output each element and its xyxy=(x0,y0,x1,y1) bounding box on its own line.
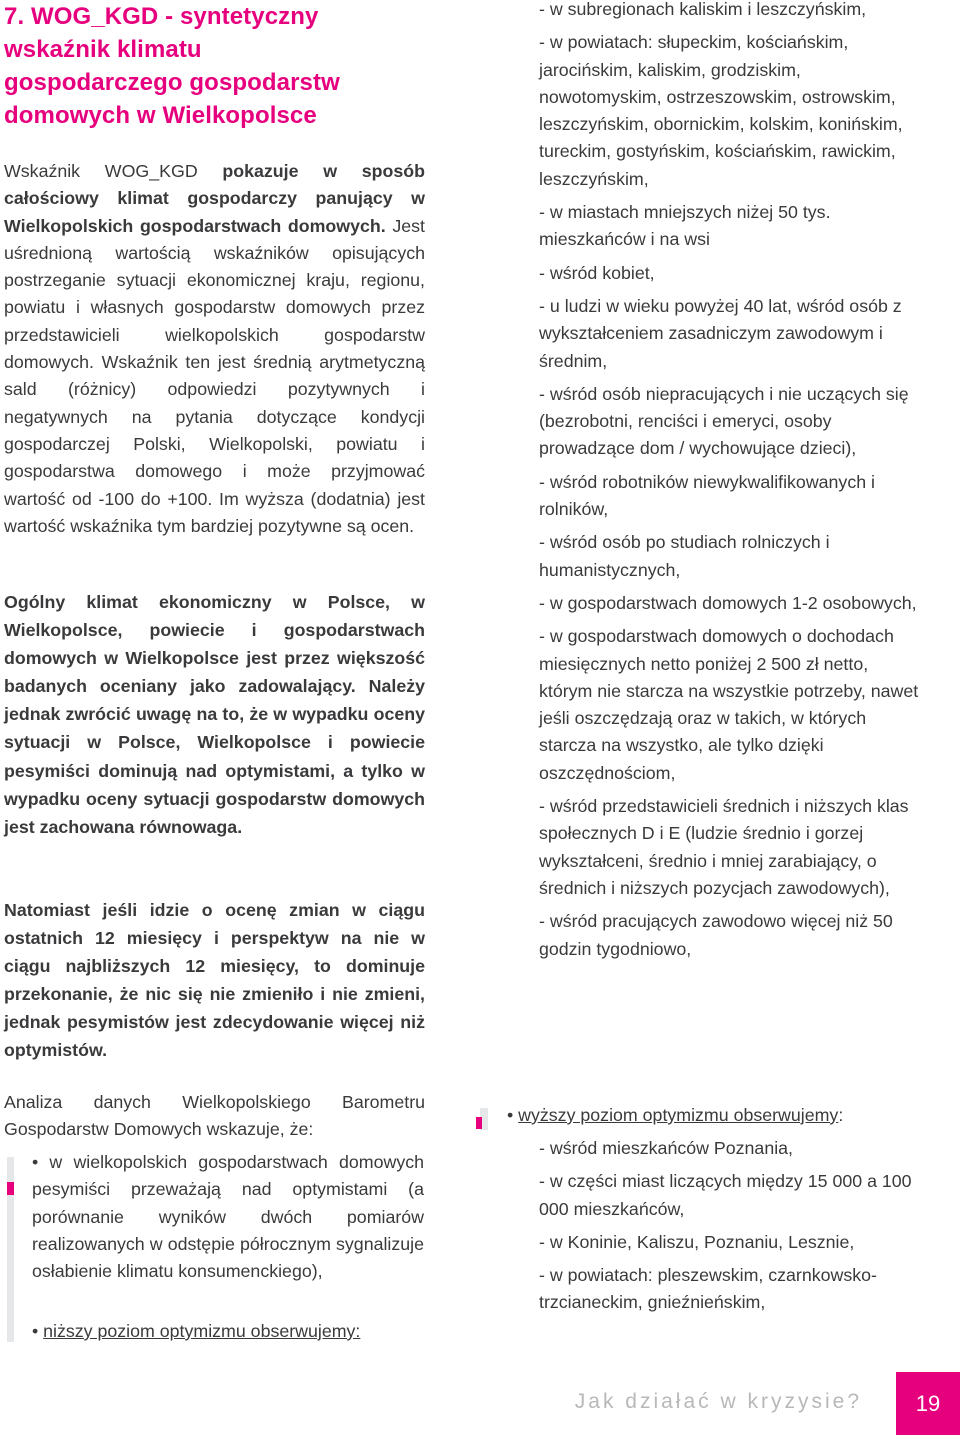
title-line: gospodarczego gospodarstw xyxy=(4,69,340,96)
list-item: - w części miast liczących między 15 000 a 100 000 mieszkańców, xyxy=(539,1171,912,1219)
bullet-higher-optimism-tail: : xyxy=(838,1105,844,1125)
title-line: domowych w Wielkopolsce xyxy=(4,102,317,129)
side-bar-accent xyxy=(7,1182,14,1195)
list-item: - wśród robotników niewykwalifikowanych i rolników, xyxy=(539,471,875,520)
page-number-box xyxy=(896,1372,960,1435)
intro-paragraph xyxy=(4,158,425,540)
right-bar-accent xyxy=(476,1117,482,1129)
title-line: 7. WOG_KGD - syntetyczny xyxy=(4,3,319,30)
bullet-higher-optimism xyxy=(507,1102,927,1129)
bullet-marker: • xyxy=(507,1105,519,1125)
list-item: - w gospodarstwach domowych o dochodach miesięcznych netto poniżej 2 500 zł netto, którym nie starcza na wszystkie potrzeby, nawet jeśli oszczędzają oraz w takich, w których starcza na wszystko, ale tylko dzięki oszczędnościom, xyxy=(539,626,919,783)
list-item: - wśród mieszkańców Poznania, xyxy=(539,1138,793,1158)
list-item: - wśród kobiet, xyxy=(539,262,655,283)
list-item: - wśród pracujących zawodowo więcej niż 50 godzin tygodniowo, xyxy=(539,911,893,959)
list-item: - wśród osób po studiach rolniczych i humanistycznych, xyxy=(539,532,830,580)
list-item: - w subregionach kaliskim i leszczyńskim, xyxy=(539,0,867,19)
lower-optimism-list xyxy=(539,0,919,969)
list-item: - w miastach mniejszych niżej 50 tys. mieszkańców i na wsi xyxy=(539,202,831,250)
intro-lead: Wskaźnik WOG_KGD xyxy=(4,161,198,181)
list-item: - wśród osób niepracujących i nie uczących się (bezrobotni, renciści i emeryci, osoby prowadzące dom / wychowujące dzieci), xyxy=(539,383,909,459)
list-item: - w gospodarstwach domowych 1-2 osobowych, xyxy=(539,592,917,613)
list-item: - u ludzi w wieku powyżej 40 lat, wśród osób z wykształceniem zasadniczym zawodowym i średnim, xyxy=(539,295,902,371)
bullet-higher-optimism-label: wyższy poziom optymizmu obserwujemy xyxy=(518,1105,839,1125)
bullet-lower-optimism-label: niższy poziom optymizmu obserwujemy: xyxy=(43,1321,361,1341)
page-number: 19 xyxy=(915,1390,941,1416)
higher-optimism-list xyxy=(539,1135,919,1323)
bullet-marker: • xyxy=(32,1321,44,1341)
list-item: - wśród przedstawicieli średnich i niższych klas społecznych D i E (ludzie średnio i gorzej wykształceni, średnio i mniej zarabiający, o średnich i niższych pozycjach zawodowych), xyxy=(539,796,909,898)
footer-title: Jak działać w kryzysie? xyxy=(574,1390,862,1413)
intro-rest: Jest uśrednioną wartością wskaźników opisujących postrzeganie sytuacji ekonomicznej kraju, regionu, powiatu i własnych gospodarstw domowych przez przedstawicieli wielkopolskich gospodarstw domowych. Wskaźnik ten jest średnią arytmetyczną sald (różnicy) odpowiedzi pozytywnych i negatywnych na pytania dotyczące kondycji gospodarczej Polski, Wielkopolski, powiatu i gospodarstwa domowego i może przyjmować wartość od -100 do +100. Im wyższa (dodatnia) jest wartość wskaźnika tym bardziej pozytywne są ocen. xyxy=(4,215,425,536)
list-item: - w Koninie, Kaliszu, Poznaniu, Lesznie, xyxy=(539,1231,855,1252)
list-item: - w powiatach: pleszewskim, czarnkowsko-trzcianeckim, gnieźnieńskim, xyxy=(539,1265,877,1313)
title-line: wskaźnik klimatu xyxy=(4,36,202,63)
bullet-lower-optimism xyxy=(32,1318,424,1345)
bullet-pessimists: • w wielkopolskich gospodarstwach domowych pesymiści przeważają nad optymistami (a porównanie wyników dwóch pomiarów realizowanych w odstępie półrocznym sygnalizuje osłabienie klimatu konsumenckiego), xyxy=(32,1152,424,1282)
intro-bold: pokazuje w sposób całościowy klimat gospodarczy panujący w Wielkopolskich gospodarstwach domowych. xyxy=(4,161,425,236)
section-title xyxy=(4,0,425,132)
changes-paragraph: Natomiast jeśli idzie o ocenę zmian w ciągu ostatnich 12 miesięcy i perspektyw na nie w ciągu najbliższych 12 miesięcy, to dominuje przekonanie, że nic się nie zmieniło i nie zmieni, jednak pesymistów jest zdecydowanie więcej niż optymistów. xyxy=(4,900,425,1061)
general-climate-paragraph: Ogólny klimat ekonomiczny w Polsce, w Wielkopolsce, powiecie i gospodarstwach domowych w Wielkopolsce jest przez większość badanych oceniany jako zadowalający. Należy jednak zwrócić uwagę na to, że w wypadku oceny sytuacji w Polsce, Wielkopolsce i powiecie pesymiści dominują nad optymistami, a tylko w wypadku oceny sytuacji gospodarstw domowych jest zachowana równowaga. xyxy=(4,592,425,837)
left-column xyxy=(4,0,425,1140)
list-item: - w powiatach: słupeckim, kościańskim, jarocińskim, kaliskim, grodziskim, nowotomyskim, ostrzeszowskim, ostrowskim, leszczyńskim, obornickim, kolskim, konińskim, tureckim, gostyńskim, kościańskim, rawickim, leszczyńskim, xyxy=(539,32,903,189)
analysis-paragraph: Analiza danych Wielkopolskiego Barometru Gospodarstw Domowych wskazuje, że: xyxy=(4,1092,425,1140)
